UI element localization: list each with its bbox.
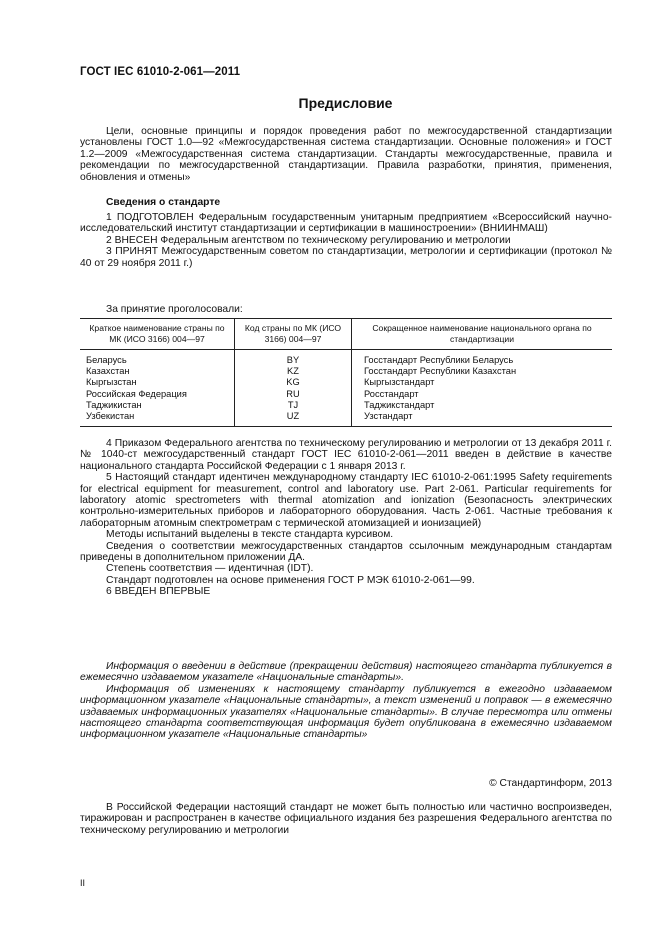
page-title: Предисловие bbox=[298, 95, 393, 111]
table-cell-code: UZ bbox=[235, 411, 352, 427]
item-1: 1 ПОДГОТОВЛЕН Федеральным государственным унитарным предприятием «Всероссийский научно-исследовательский институт стандартизации и сертификации в машиностроении» (ВНИИНМАШ) bbox=[80, 212, 612, 235]
voted-label: За принятие проголосовали: bbox=[106, 304, 243, 315]
degree-note: Степень соответствия — идентичная (IDT). bbox=[106, 563, 314, 575]
running-header: ГОСТ IEC 61010-2-061—2011 bbox=[80, 66, 241, 78]
table-row bbox=[80, 400, 612, 411]
notice-paragraph: В Российской Федерации настоящий стандарт не может быть полностью или частично воспроизведен, тиражирован и распространен в качестве официального издания без разрешения Федерального агентства по техническому регулированию и метрологии bbox=[80, 802, 612, 836]
info-block bbox=[80, 661, 612, 741]
item-6: 6 ВВЕДЕН ВПЕРВЫЕ bbox=[106, 586, 211, 598]
table-cell-country: Узбекистан bbox=[80, 411, 235, 427]
table-cell-country: Казахстан bbox=[86, 366, 130, 377]
references-note: Сведения о соответствии межгосударственных стандартов ссылочным международным стандартам приведены в дополнительном приложении ДА. bbox=[80, 540, 612, 564]
items2-block bbox=[80, 438, 612, 598]
table-header-code: Код страны по МК (ИСО 3166) 004—97 bbox=[235, 319, 352, 350]
item-2: 2 ВНЕСЕН Федеральным агентством по техническому регулированию и метрологии bbox=[106, 234, 511, 246]
table-cell-code: TJ bbox=[235, 400, 352, 411]
copyright: © Стандартинформ, 2013 bbox=[489, 778, 612, 789]
table-cell-body: Кыргызстандарт bbox=[352, 377, 613, 388]
table-row bbox=[80, 411, 612, 427]
items-block bbox=[80, 212, 612, 269]
table-header-body: Сокращенное наименование национального органа по стандартизации bbox=[352, 319, 613, 350]
table-row bbox=[80, 389, 612, 400]
table-cell-country: Таджикистан bbox=[86, 399, 142, 410]
table-header-row bbox=[80, 319, 612, 350]
item-3: 3 ПРИНЯТ Межгосударственным советом по стандартизации, метрологии и сертификации (протокол № 40 от 29 ноября 2011 г.) bbox=[80, 246, 612, 269]
table-cell-body: Росстандарт bbox=[352, 389, 613, 400]
intro-block bbox=[80, 126, 612, 183]
table-cell-country: Беларусь bbox=[86, 355, 127, 365]
section-title: Сведения о стандарте bbox=[106, 197, 221, 208]
basis-note: Стандарт подготовлен на основе применения ГОСТ Р МЭК 61010-2-061—99. bbox=[106, 574, 475, 586]
voting-table bbox=[80, 318, 612, 427]
notice-block bbox=[80, 802, 612, 836]
page-number: II bbox=[80, 878, 86, 888]
table-cell-code: BY bbox=[235, 350, 352, 367]
info-paragraph-2: Информация об изменениях к настоящему стандарту публикуется в ежегодно издаваемом информационном указателе «Национальные стандарты», а текст изменений и поправок — в ежемесячно издаваемых информационных указателях «Национальные стандарты». В случае пересмотра или отмены настоящего стандарта соответствующая информация будет опубликована в ежемесячно издаваемом информационном указателе «Национальные стандарты» bbox=[80, 683, 612, 741]
table-cell-country: Российская Федерация bbox=[86, 388, 187, 399]
table-row bbox=[80, 350, 612, 367]
table-cell-body: Госстандарт Республики Беларусь bbox=[352, 350, 613, 367]
table-cell-body: Таджикстандарт bbox=[352, 400, 613, 411]
item-4: 4 Приказом Федерального агентства по техническому регулированию и метрологии от 13 декабря 2011 г. № 1040-ст межгосударственный стандарт ГОСТ IEC 61010-2-061—2011 введен в действие в качестве национального стандарта Российской Федерации с 1 января 2013 г. bbox=[80, 438, 612, 472]
methods-note: Методы испытаний выделены в тексте стандарта курсивом. bbox=[106, 529, 394, 541]
table-cell-body: Узстандарт bbox=[352, 411, 613, 427]
intro-paragraph: Цели, основные принципы и порядок проведения работ по межгосударственной стандартизации установлены ГОСТ 1.0—92 «Межгосударственная система стандартизации. Основные положения» и ГОСТ 1.2—2009 «Межгосударственная система стандартизации. Стандарты межгосударственные, правила и рекомендации по межгосударственной стандартизации. Правила разработки, принятия, применения, обновления и отмены» bbox=[80, 126, 612, 183]
item-5: 5 Настоящий стандарт идентичен международному стандарту IEC 61010-2-061:1995 Safety requirements for electrical equipment for measurement, control and laboratory use. Part 2-061. Particular requirements for laboratory atomic spectrometers with thermal atomization and ionization (Безопасность электрических контрольно-измерительных приборов и лабораторного оборудования. Часть 2-061. Частные требования к лабораторным атомным спектрометрам с термической атомизацией и ионизацией) bbox=[80, 472, 612, 529]
table-cell-code: KZ bbox=[235, 366, 352, 377]
info-paragraph-1: Информация о введении в действие (прекращении действия) настоящего стандарта публикуется в ежемесячно издаваемом указателе «Национальные стандарты». bbox=[80, 661, 612, 684]
table-header-country: Краткое наименование страны по МК (ИСО 3166) 004—97 bbox=[80, 319, 235, 350]
table-row bbox=[80, 366, 612, 377]
table-row bbox=[80, 377, 612, 388]
table-cell-code: RU bbox=[235, 389, 352, 400]
table-cell-body: Госстандарт Республики Казахстан bbox=[352, 366, 613, 377]
table-cell-code: KG bbox=[235, 377, 352, 388]
table-cell-country: Кыргызстан bbox=[86, 377, 137, 388]
